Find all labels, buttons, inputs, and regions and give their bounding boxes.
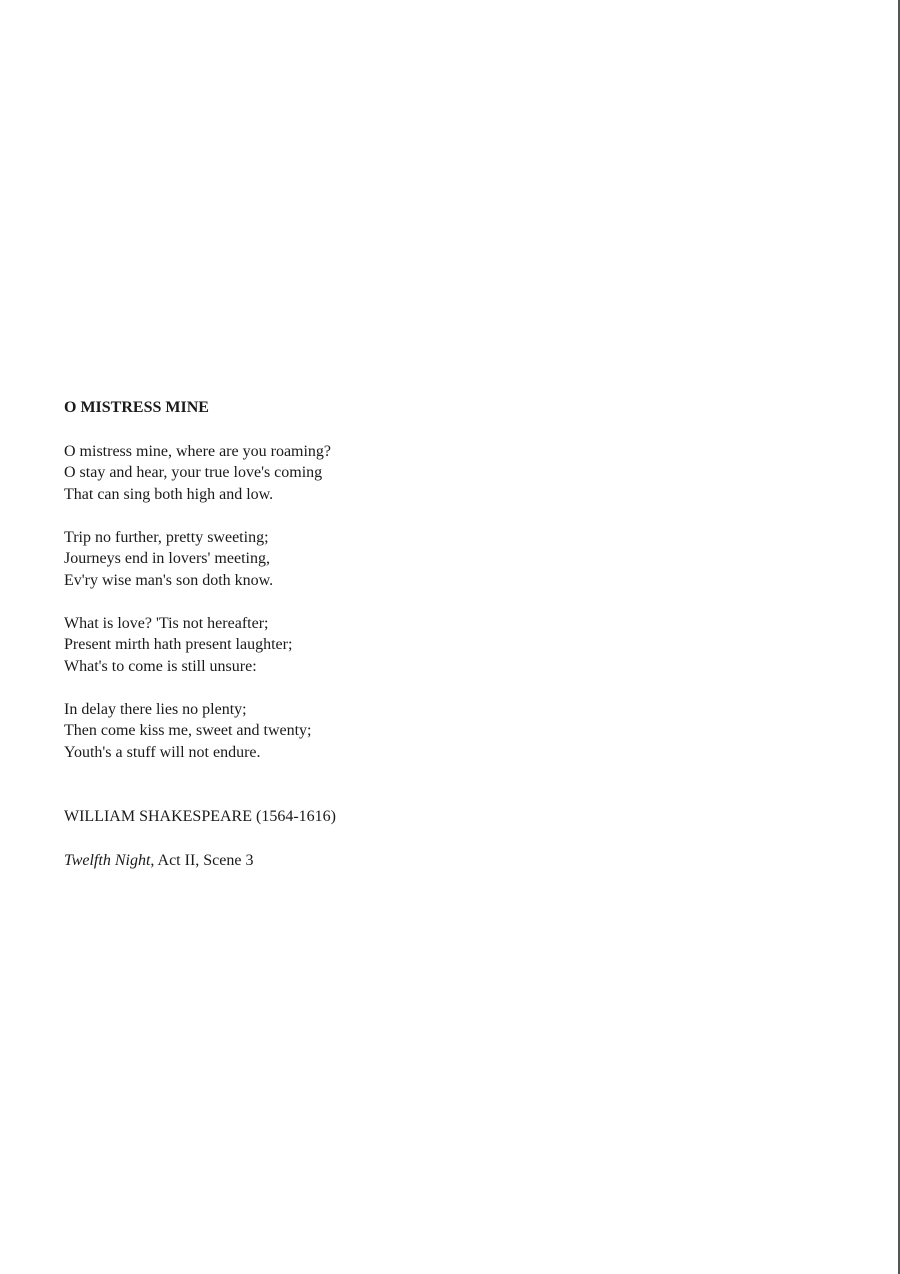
source-work-title: Twelfth Night: [64, 851, 151, 869]
poem-line: What is love? 'Tis not hereafter;: [64, 614, 269, 632]
poem-line: What's to come is still unsure:: [64, 657, 257, 675]
stanza-2: [64, 527, 336, 592]
poem-block: [64, 397, 336, 871]
poem-line: Present mirth hath present laughter;: [64, 636, 293, 653]
poem-source: [64, 850, 336, 872]
poem-line: O stay and hear, your true love's coming: [64, 464, 323, 481]
stanza-1: [64, 441, 336, 506]
poem-line: Then come kiss me, sweet and twenty;: [64, 722, 312, 739]
poem-line: Youth's a stuff will not endure.: [64, 743, 261, 761]
poem-line: Ev'ry wise man's son doth know.: [64, 571, 274, 589]
stanza-3: [64, 613, 336, 678]
poem-line: That can sing both high and low.: [64, 485, 274, 503]
poem-line: In delay there lies no plenty;: [64, 700, 247, 718]
source-location: , Act II, Scene 3: [150, 851, 254, 869]
poem-author: WILLIAM SHAKESPEARE (1564-1616): [64, 808, 336, 825]
poem-line: Journeys end in lovers' meeting,: [64, 550, 270, 567]
poem-line: O mistress mine, where are you roaming?: [64, 442, 332, 460]
poem-line: Trip no further, pretty sweeting;: [64, 528, 269, 546]
poem-title: O MISTRESS MINE: [64, 399, 209, 416]
stanza-4: [64, 699, 336, 764]
